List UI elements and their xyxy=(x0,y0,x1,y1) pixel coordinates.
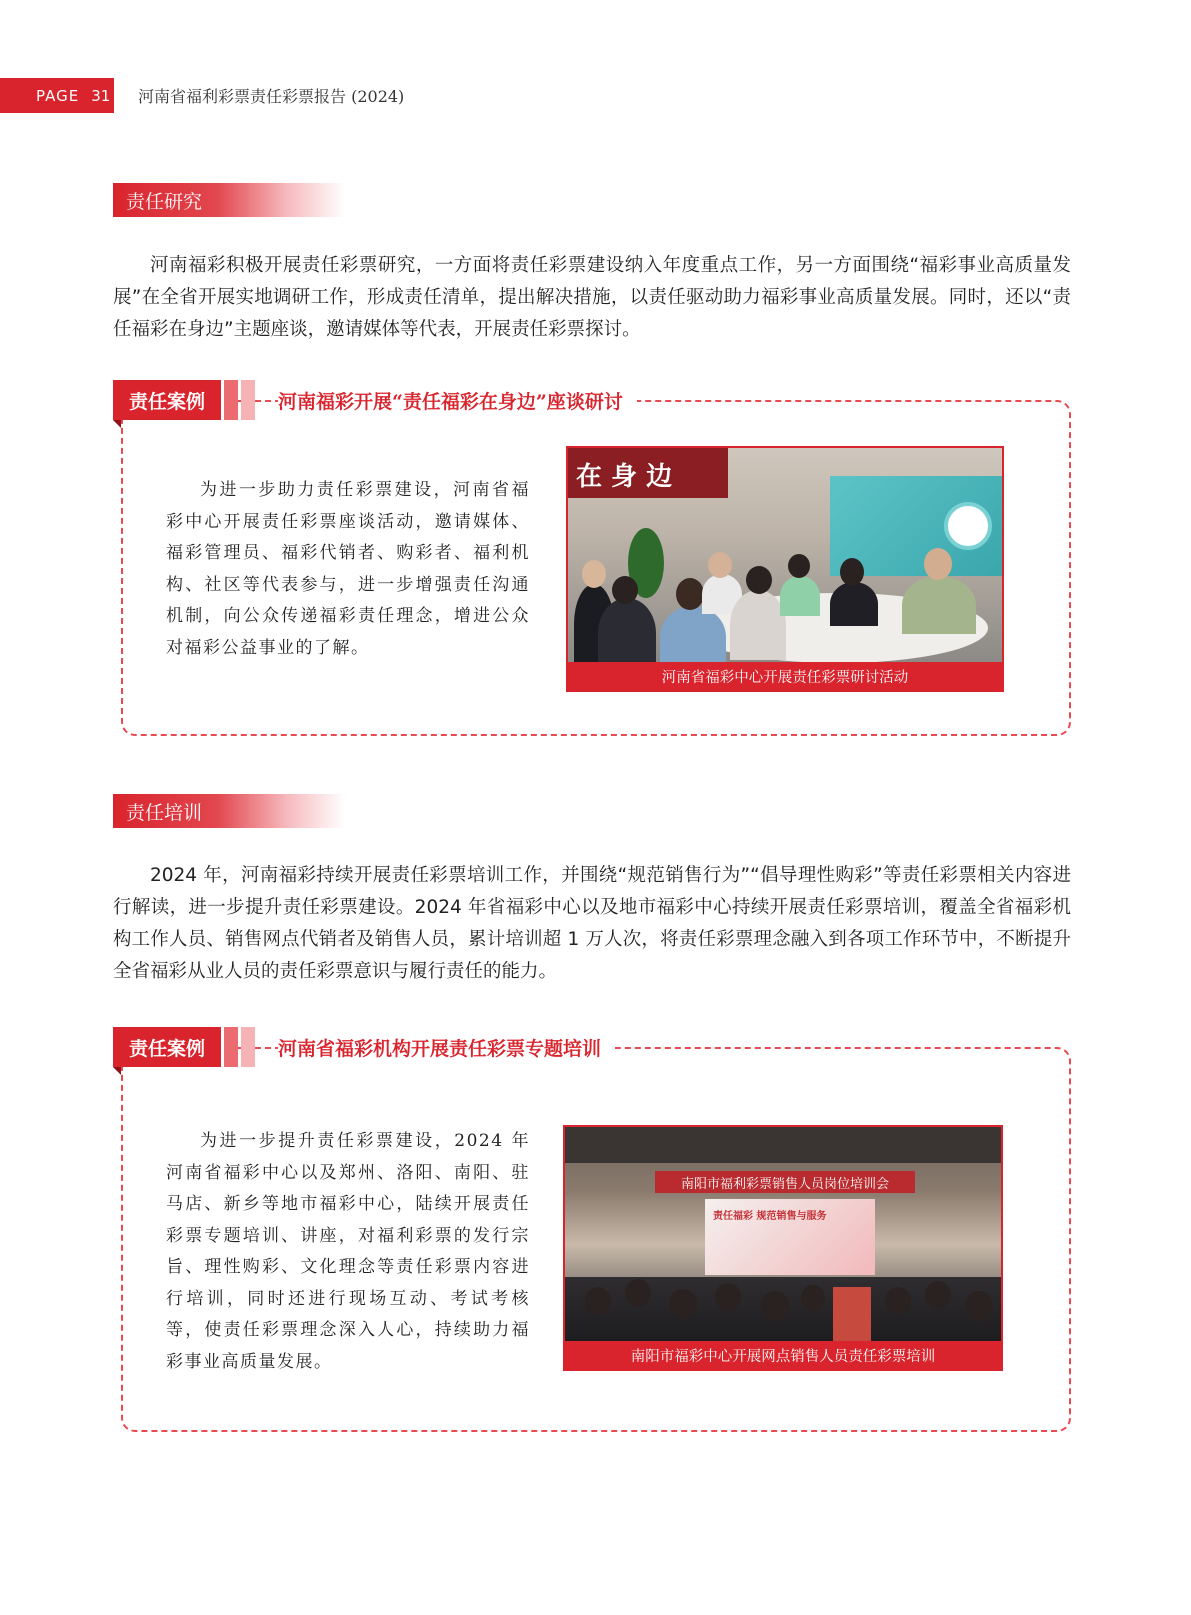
aisle-carpet xyxy=(833,1287,871,1347)
section-paragraph-research: 河南福彩积极开展责任彩票研究，一方面将责任彩票建设纳入年度重点工作，另一方面围绕“福彩事业高质量发展”在全省开展实地调研工作，形成责任清单，提出解决措施，以责任驱动助力福彩事业高质量发展。同时，还以“责任福彩在身边”主题座谈，邀请媒体等代表，开展责任彩票探讨。 xyxy=(113,255,1071,340)
participant xyxy=(598,598,656,668)
participant xyxy=(730,590,786,660)
participant xyxy=(830,582,878,626)
page-label: PAGE xyxy=(36,86,80,105)
case-tag-label: 责任案例 xyxy=(113,380,221,420)
photo-scene xyxy=(568,448,1002,662)
participant-head xyxy=(612,576,638,604)
photo-banner-text: 在 身 边 xyxy=(576,462,673,492)
participant-head xyxy=(708,552,732,578)
photo-banner-text: 南阳市福利彩票销售人员岗位培训会 xyxy=(655,1171,915,1193)
tag-fold xyxy=(113,420,121,428)
photo-caption-seminar: 河南省福彩中心开展责任彩票研讨活动 xyxy=(568,662,1002,690)
photo-scene xyxy=(565,1127,1001,1341)
case-title-seminar: 河南福彩开展“责任福彩在身边”座谈研讨 xyxy=(278,380,637,420)
participant xyxy=(780,576,820,616)
participant xyxy=(902,576,976,634)
participant-head xyxy=(585,1287,611,1315)
participant xyxy=(660,606,726,668)
case-title-training: 河南省福彩机构开展责任彩票专题培训 xyxy=(278,1027,615,1067)
participant-head xyxy=(676,578,704,610)
case-text-seminar: 为进一步助力责任彩票建设，河南省福彩中心开展责任彩票座谈活动，邀请媒体、福彩管理员、福彩代销者、购彩者、福利机构、社区等代表参与，进一步增强责任沟通机制，向公众传递福彩责任理念，增进公众对福彩公益事业的了解。 xyxy=(166,480,530,658)
participant-head xyxy=(788,554,810,578)
photo-training xyxy=(563,1125,1003,1371)
flower-icon xyxy=(944,502,992,550)
participant-head xyxy=(715,1283,741,1311)
participant-head xyxy=(924,548,952,580)
participant-head xyxy=(885,1287,911,1315)
tag-stripe xyxy=(241,380,255,420)
case-tag-seminar xyxy=(113,380,263,420)
report-title: 河南省福利彩票责任彩票报告 (2024) xyxy=(138,87,405,106)
presentation-screen xyxy=(705,1199,875,1275)
photo-seminar xyxy=(566,446,1004,692)
participant-head xyxy=(965,1291,993,1321)
tag-stripe xyxy=(224,380,238,420)
participant-head xyxy=(582,560,606,588)
ceiling xyxy=(565,1127,1001,1163)
section-heading-training: 责任培训 xyxy=(113,794,345,828)
participant-head xyxy=(746,566,772,594)
tag-stripe xyxy=(224,1027,238,1067)
participant-head xyxy=(801,1285,825,1311)
participant-head xyxy=(761,1291,789,1321)
case-tag-label: 责任案例 xyxy=(113,1027,221,1067)
participant-head xyxy=(669,1289,697,1319)
page-number-tab xyxy=(0,78,114,113)
photo-caption-training: 南阳市福彩中心开展网点销售人员责任彩票培训 xyxy=(565,1341,1001,1369)
case-tag-training xyxy=(113,1027,263,1067)
tag-stripe xyxy=(241,1027,255,1067)
tag-fold xyxy=(113,1067,121,1075)
case-text-training: 为进一步提升责任彩票建设，2024 年河南省福彩中心以及郑州、洛阳、南阳、驻马店、新乡等地市福彩中心，陆续开展责任彩票专题培训、讲座，对福利彩票的发行宗旨、理性购彩、文化理念等责任彩票内容进行培训，同时还进行现场互动、考试考核等，使责任彩票理念深入人心，持续助力福彩事业高质量发展。 xyxy=(166,1131,530,1372)
participant-head xyxy=(840,558,864,586)
participant-head xyxy=(625,1279,651,1307)
section-paragraph-training: 2024 年，河南福彩持续开展责任彩票培训工作，并围绕“规范销售行为”“倡导理性购彩”等责任彩票相关内容进行解读，进一步提升责任彩票建设。2024 年省福彩中心以及地市福彩中心持续开展责任彩票培训，覆盖全省福彩机构工作人员、销售网点代销者及销售人员，累计培训超 1 万人次，将责任彩票理念融入到各项工作环节中，不断提升全省福彩从业人员的责任彩票意识与履行责任的能力。 xyxy=(113,865,1071,982)
section-heading-research: 责任研究 xyxy=(113,183,345,217)
page-number: 31 xyxy=(91,86,111,105)
screen-title: 责任福彩 规范销售与服务 xyxy=(713,1211,827,1222)
participant-head xyxy=(925,1281,951,1309)
